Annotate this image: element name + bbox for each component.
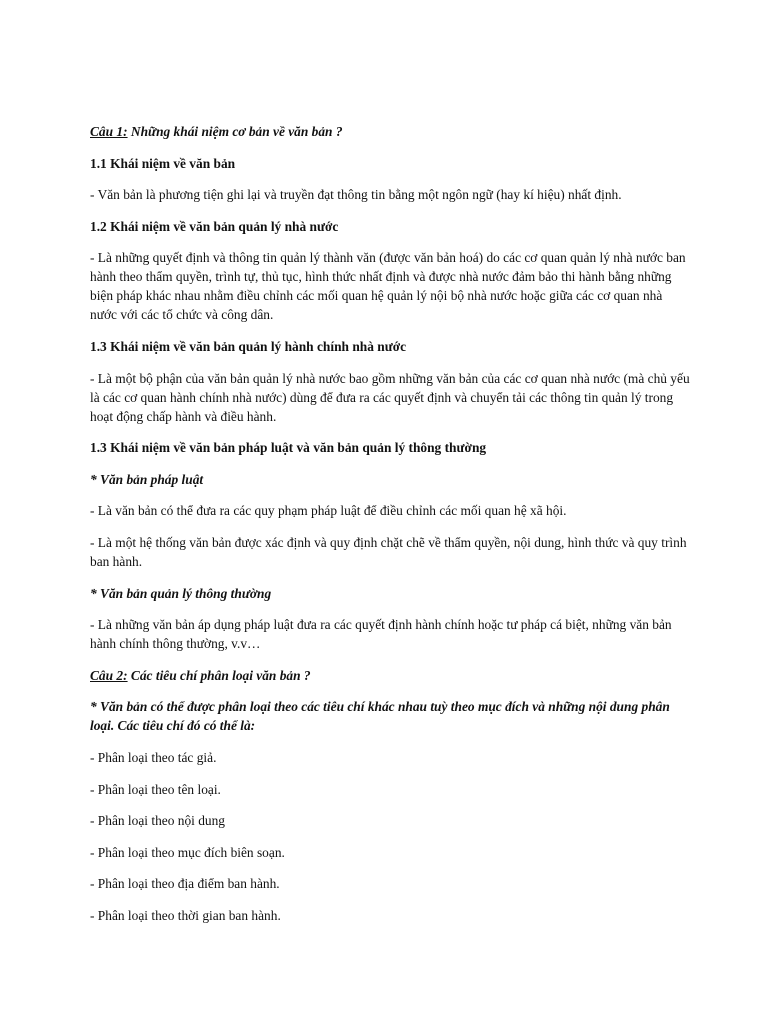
- legal-document-body-2: - Là một hệ thống văn bản được xác định và quy định chặt chẽ về thẩm quyền, nội dung, hình thức và quy trình ban hành.: [90, 534, 687, 569]
- classification-item: - Phân loại theo tên loại.: [90, 781, 221, 797]
- section-1-3b-heading: 1.3 Khái niệm về văn bản pháp luật và văn bản quản lý thông thường: [90, 440, 487, 456]
- normal-document-subheading: * Văn bản quản lý thông thường: [90, 585, 272, 601]
- question-2: [90, 666, 690, 685]
- classification-item: - Phân loại theo nội dung: [90, 813, 226, 829]
- normal-document-body: - Là những văn bản áp dụng pháp luật đưa ra các quyết định hành chính hoặc tư pháp cá biệt, những văn bản hành chính thông thường, v.v…: [90, 617, 672, 652]
- legal-document-subheading: * Văn bản pháp luật: [90, 471, 204, 487]
- document-page: [90, 122, 690, 937]
- section-1-1-body: - Văn bản là phương tiện ghi lại và truyền đạt thông tin bằng một ngôn ngữ (hay kí hiệu) nhất định.: [90, 187, 622, 203]
- classification-item: - Phân loại theo địa điểm ban hành.: [90, 876, 280, 892]
- classification-item: - Phân loại theo thời gian ban hành.: [90, 907, 281, 923]
- classification-item: - Phân loại theo mục đích biên soạn.: [90, 844, 285, 860]
- legal-document-body-1: - Là văn bản có thể đưa ra các quy phạm pháp luật để điều chỉnh các mối quan hệ xã hội.: [90, 503, 567, 519]
- section-1-1-heading: 1.1 Khái niệm về văn bản: [90, 155, 236, 171]
- section-1-3a-body: - Là một bộ phận của văn bản quản lý nhà nước bao gồm những văn bản của các cơ quan nhà nước (mà chủ yếu là các cơ quan hành chính nhà nước) dùng để đưa ra các quyết định và chuyển tải các thông tin quản lý trong hoạt động chấp hành và điều hành.: [90, 370, 690, 424]
- question-1-label: Câu 1:: [90, 124, 128, 139]
- question-1-text: Những khái niệm cơ bản về văn bản ?: [127, 124, 343, 139]
- classification-intro: * Văn bản có thể được phân loại theo các tiêu chí khác nhau tuỳ theo mục đích và những nội dung phân loại. Các tiêu chí đó có thể là:: [90, 699, 670, 734]
- section-1-2-body: - Là những quyết định và thông tin quản lý thành văn (được văn bản hoá) do các cơ quan quản lý nhà nước ban hành theo thẩm quyền, trình tự, thủ tục, hình thức nhất định và được nhà nước đảm bảo thi hành bằng những biện pháp khác nhau nhằm điều chỉnh các mối quan hệ quản lý nội bộ nhà nước hoặc giữa các cơ quan nhà nước với các tổ chức và công dân.: [90, 250, 686, 323]
- classification-item: - Phân loại theo tác giả.: [90, 749, 217, 765]
- question-1: [90, 122, 690, 141]
- question-2-text: Các tiêu chí phân loại văn bản ?: [127, 667, 311, 683]
- question-2-label: Câu 2:: [90, 667, 128, 683]
- section-1-2-heading: 1.2 Khái niệm về văn bản quản lý nhà nước: [90, 218, 339, 234]
- section-1-3a-heading: 1.3 Khái niệm về văn bản quản lý hành chính nhà nước: [90, 338, 407, 354]
